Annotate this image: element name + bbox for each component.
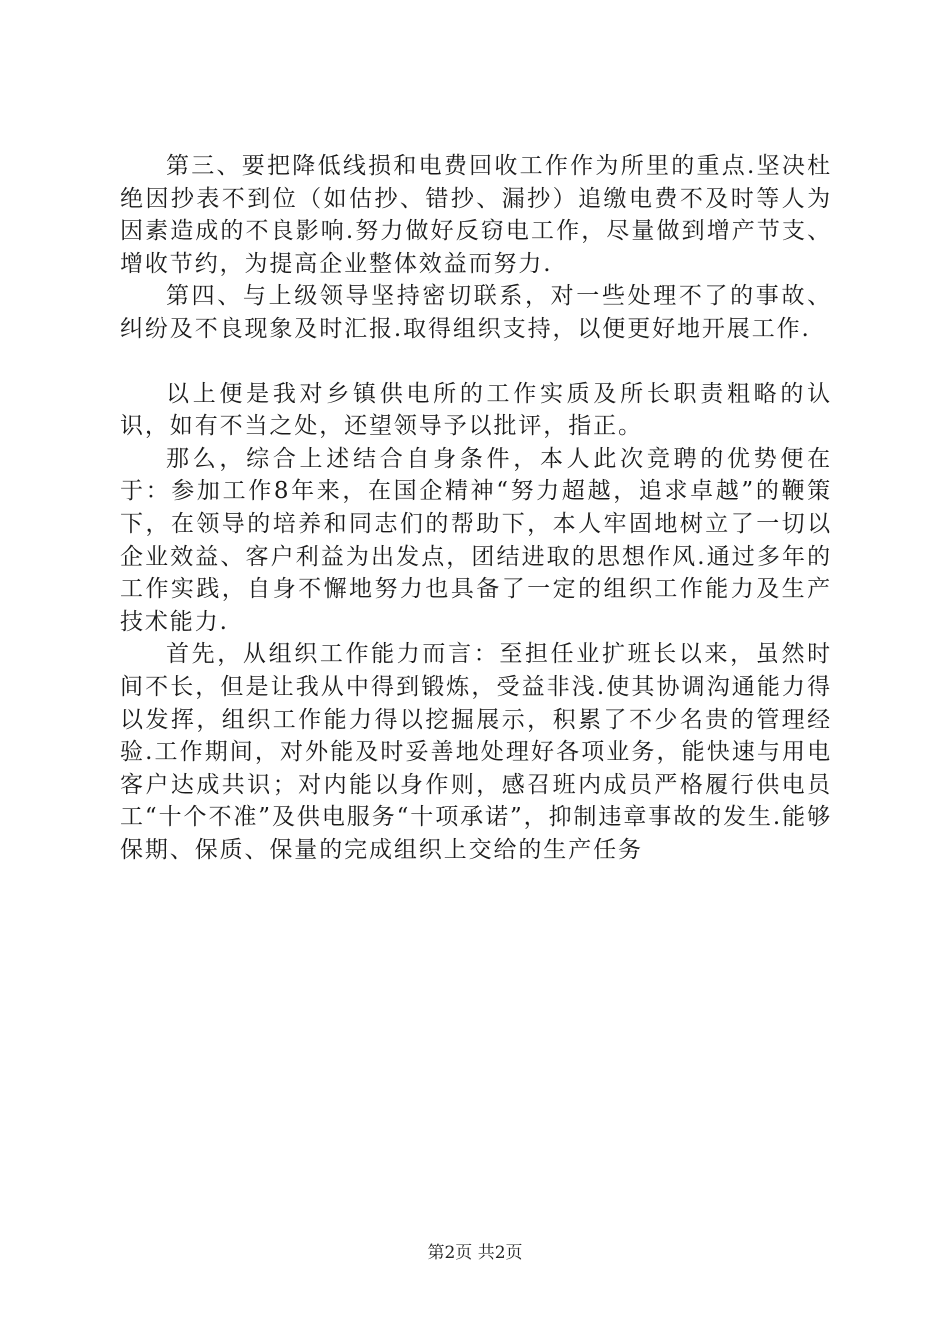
paragraph-third-point: 第三、要把降低线损和电费回收工作作为所里的重点.坚决杜绝因抄表不到位（如估抄、错抄、漏抄）追缴电费不及时等人为因素造成的不良影响.努力做好反窃电工作，尽量做到增产节支、增收节约，为提高企业整体效益而努力. (120, 153, 832, 277)
page-number-footer: 第2页 共2页 (427, 1243, 523, 1263)
paragraph-organization-ability: 首先，从组织工作能力而言：至担任业扩班长以来，虽然时间不长，但是让我从中得到锻炼，受益非浅.使其协调沟通能力得以发挥，组织工作能力得以挖掘展示，积累了不少名贵的管理经验.工作期间，对外能及时妥善地处理好各项业务，能快速与用电客户达成共识；对内能以身作则，感召班内成员严格履行供电员工“十个不准”及供电服务“十项承诺”，抑制违章事故的发生.能够保期、保质、保量的完成组织上交给的生产任务 (120, 641, 832, 863)
paragraph-fourth-point: 第四、与上级领导坚持密切联系，对一些处理不了的事故、纠纷及不良现象及时汇报.取得组织支持，以便更好地开展工作. (120, 283, 832, 342)
paragraph-summary: 以上便是我对乡镇供电所的工作实质及所长职责粗略的认识，如有不当之处，还望领导予以批评，指正。 (120, 380, 832, 440)
paragraph-advantages: 那么，综合上述结合自身条件，本人此次竞聘的优势便在于：参加工作8年来，在国企精神“努力超越，追求卓越”的鞭策下，在领导的培养和同志们的帮助下，本人牢固地树立了一切以企业效益、客户利益为出发点，团结进取的思想作风.通过多年的工作实践，自身不懈地努力也具备了一定的组织工作能力及生产技术能力. (120, 445, 832, 635)
document-body (120, 150, 832, 866)
